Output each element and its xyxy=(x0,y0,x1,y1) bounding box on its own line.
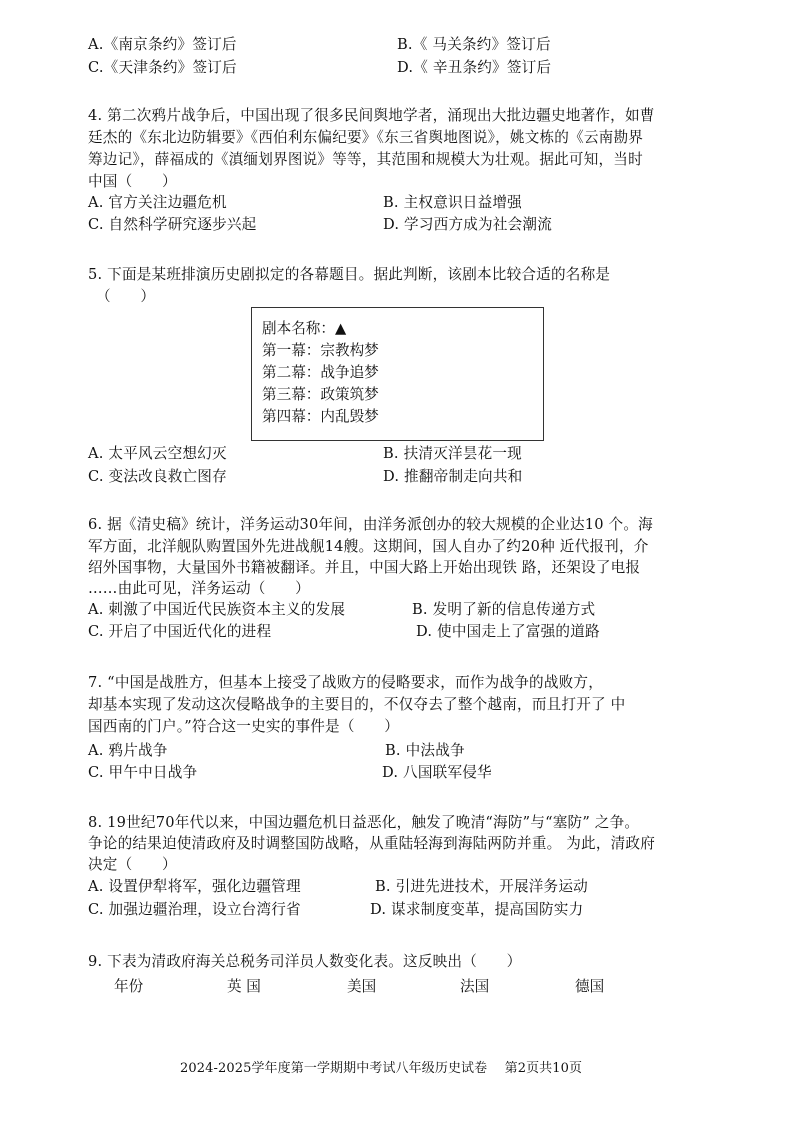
act-one: 第一幕：宗教构梦 xyxy=(262,342,379,359)
q3-option-b: B.《 马关条约》签订后 xyxy=(397,36,551,53)
q4-option-b: B. 主权意识日益增强 xyxy=(383,194,522,211)
q8-option-a: A. 设置伊犁将军，强化边疆管理 xyxy=(88,878,301,895)
q9-stem: 9. 下表为清政府海关总税务司洋员人数变化表。这反映出（ ） xyxy=(88,953,522,970)
q8-stem-line-3: 决定（ ） xyxy=(88,856,177,873)
q7-stem-line-1: 7. “中国是战胜方，但基本上接受了战败方的侵略要求，而作为战争的战败方， xyxy=(88,674,604,691)
page-footer: 2024-2025学年度第一学期期中考试八年级历史试卷 第2页共10页 xyxy=(180,1061,583,1076)
script-title-box xyxy=(251,307,544,441)
q5-option-b: B. 扶清灭洋昙花一现 xyxy=(383,445,522,462)
table-header-year: 年份 xyxy=(114,978,144,995)
q7-stem-line-3: 国西南的门户。”符合这一史实的事件是（ ） xyxy=(88,718,400,735)
q5-option-d: D. 推翻帝制走向共和 xyxy=(383,468,523,485)
q6-option-b: B. 发明了新的信息传递方式 xyxy=(412,601,596,618)
q3-option-d: D.《 辛丑条约》签订后 xyxy=(397,59,552,76)
q5-option-c: C. 变法改良救亡图存 xyxy=(88,468,227,485)
q6-option-a: A. 刺激了中国近代民族资本主义的发展 xyxy=(88,601,346,618)
q4-stem-line-3: 筹边记》，薛福成的《滇缅划界图说》等等，其范围和规模大为壮观。据此可知，当时 xyxy=(88,151,643,168)
q8-stem-line-2: 争论的结果迫使清政府及时调整国防战略，从重陆轻海到海陆两防并重。 为此，清政府 xyxy=(88,835,656,852)
table-header-usa: 美国 xyxy=(347,978,377,995)
q6-stem-line-1: 6. 据《清史稿》统计，洋务运动30年间，由洋务派创办的较大规模的企业达10 个。海 xyxy=(88,516,653,533)
q7-option-d: D. 八国联军侵华 xyxy=(382,764,492,781)
q4-option-a: A. 官方关注边疆危机 xyxy=(88,194,227,211)
q4-option-d: D. 学习西方成为社会潮流 xyxy=(383,216,552,233)
q8-option-d: D. 谋求制度变革，提高国防实力 xyxy=(370,901,584,918)
q6-stem-line-2: 军方面，北洋舰队购置国外先进战舰14艘。这期间，国人自办了约20种 近代报刊，介 xyxy=(88,538,649,555)
q7-option-a: A. 鸦片战争 xyxy=(88,742,168,759)
script-title: 剧本名称：▲ xyxy=(262,320,347,337)
q8-option-c: C. 加强边疆治理，设立台湾行省 xyxy=(88,901,301,918)
act-four: 第四幕：内乱毁梦 xyxy=(262,408,379,425)
q5-stem-line-1: 5. 下面是某班排演历史剧拟定的各幕题目。据此判断，该剧本比较合适的名称是 xyxy=(88,266,611,283)
q6-stem-line-4: ……由此可见，洋务运动（ ） xyxy=(88,580,310,597)
q7-stem-line-2: 却基本实现了发动这次侵略战争的主要目的，不仅夺去了整个越南，而且打开了 中 xyxy=(88,696,626,713)
q6-stem-line-3: 绍外国事物，大量国外书籍被翻译。并且，中国大路上开始出现铁 路，还架设了电报 xyxy=(88,559,641,576)
q7-option-c: C. 甲午中日战争 xyxy=(88,764,198,781)
q3-option-c: C.《天津条约》签订后 xyxy=(88,59,237,76)
q8-stem-line-1: 8. 19世纪70年代以来，中国边疆危机日益恶化，触发了晚清“海防”与“塞防” 之争。 xyxy=(88,814,640,831)
table-header-germany: 德国 xyxy=(575,978,605,995)
act-two: 第二幕：战争追梦 xyxy=(262,364,379,381)
table-header-britain: 英 国 xyxy=(227,978,261,995)
q3-option-a: A.《南京条约》签订后 xyxy=(88,36,237,53)
act-three: 第三幕：政策筑梦 xyxy=(262,386,379,403)
q5-stem-line-2: （ ） xyxy=(96,288,156,305)
q6-option-c: C. 开启了中国近代化的进程 xyxy=(88,623,272,640)
table-header-france: 法国 xyxy=(460,978,490,995)
q4-stem-line-1: 4. 第二次鸦片战争后，中国出现了很多民间舆地学者，涌现出大批边疆史地著作，如曹 xyxy=(88,107,655,124)
q6-option-d: D. 使中国走上了富强的道路 xyxy=(416,623,600,640)
q8-option-b: B. 引进先进技术，开展洋务运动 xyxy=(375,878,588,895)
q4-stem-line-4: 中国（ ） xyxy=(88,173,177,190)
q4-stem-line-2: 廷杰的《东北边防辑要》《西伯利东偏纪要》《东三省舆地图说》，姚文栋的《云南勘界 xyxy=(88,129,644,146)
q5-option-a: A. 太平风云空想幻灭 xyxy=(88,445,227,462)
q4-option-c: C. 自然科学研究逐步兴起 xyxy=(88,216,257,233)
q7-option-b: B. 中法战争 xyxy=(385,742,465,759)
